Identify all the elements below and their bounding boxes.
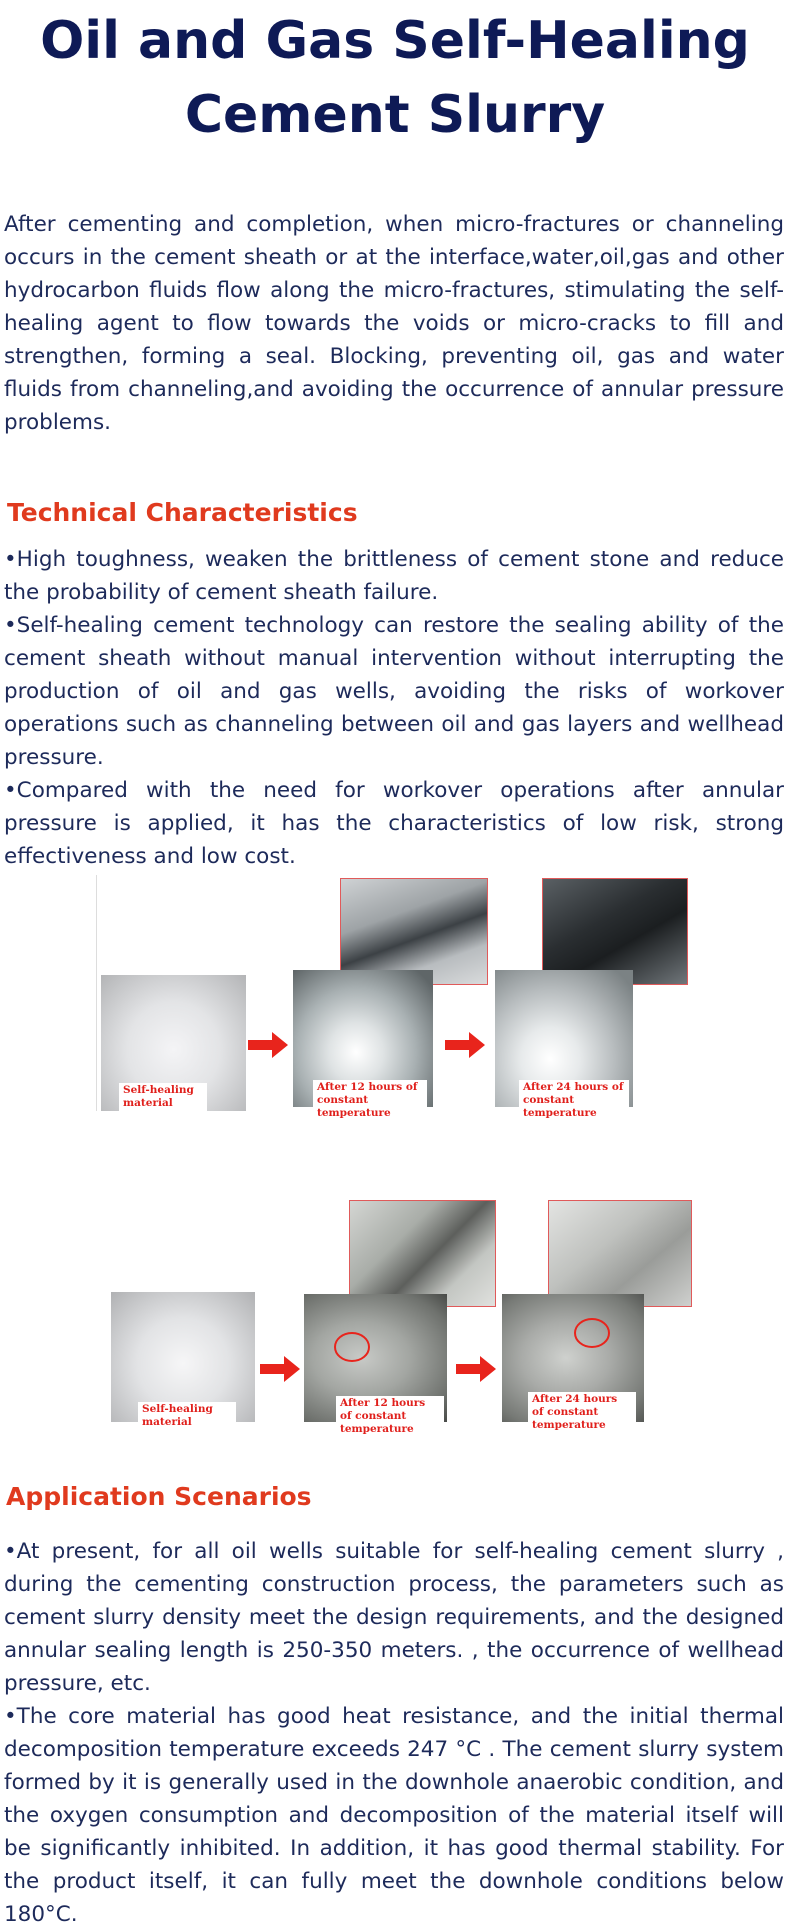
- label-after-24-hours: After 24 hours of constant temperature: [528, 1392, 636, 1433]
- figure-self-healing-process-2: [110, 1200, 690, 1435]
- closeup-12h-photo: [349, 1200, 496, 1307]
- technical-bullets: [4, 543, 784, 873]
- technical-bullet: •Compared with the need for workover operations after annular pressure is applied, it has the characteristics of low risk, strong effectiveness and low cost.: [4, 778, 784, 869]
- title-line-1: Oil and Gas Self-Healing: [40, 11, 750, 71]
- figure-self-healing-process-1: [96, 875, 691, 1119]
- technical-bullet: •Self-healing cement technology can restore the sealing ability of the cement sheath without manual intervention without interrupting the production of oil and gas wells, avoiding the risks of workover operations such as channeling between oil and gas layers and wellhead pressure.: [4, 613, 784, 770]
- highlight-circle-icon: [332, 1330, 372, 1364]
- title-line-2: Cement Slurry: [184, 85, 606, 145]
- application-heading: Application Scenarios: [6, 1482, 312, 1511]
- label-after-24-hours: After 24 hours of constant temperature: [519, 1080, 629, 1121]
- technical-bullet: •High toughness, weaken the brittleness of cement stone and reduce the probability of cement sheath failure.: [4, 547, 784, 605]
- arrow-right-icon: [248, 1032, 288, 1058]
- closeup-24h-photo: [548, 1200, 692, 1307]
- arrow-right-icon: [445, 1032, 485, 1058]
- arrow-right-icon: [260, 1356, 300, 1382]
- arrow-right-icon: [456, 1356, 496, 1382]
- highlight-circle-icon: [572, 1316, 612, 1350]
- intro-paragraph: After cementing and completion, when micro-fractures or channeling occurs in the cement sheath or at the interface,water,oil,gas and other hydrocarbon fluids flow along the micro-fractures, stimulating the self-healing agent to flow towards the voids or micro-cracks to fill and strengthen, forming a seal. Blocking, preventing oil, gas and water fluids from channeling,and avoiding the occurrence of annular pressure problems.: [4, 212, 784, 435]
- label-self-healing-material: Self-healing material: [119, 1083, 207, 1111]
- application-bullets: [4, 1535, 784, 1931]
- page-title: [0, 4, 790, 152]
- application-bullet: •At present, for all oil wells suitable for self-healing cement slurry , during the cementing construction process, the parameters such as cement slurry density meet the design requirements, and the designed annular sealing length is 250-350 meters. , the occurrence of wellhead pressure, etc.: [4, 1539, 784, 1696]
- closeup-24h-photo: [542, 878, 688, 985]
- closeup-12h-photo: [340, 878, 488, 985]
- label-after-12-hours: After 12 hours of constant temperature: [313, 1080, 427, 1121]
- label-self-healing-material: Self-healing material: [138, 1402, 236, 1430]
- label-after-12-hours: After 12 hours of constant temperature: [336, 1396, 444, 1437]
- application-bullet: •The core material has good heat resistance, and the initial thermal decomposition temperature exceeds 247 °C . The cement slurry system formed by it is generally used in the downhole anaerobic condition, and the oxygen consumption and decomposition of the material itself will be significantly inhibited. In addition, it has good thermal stability. For the product itself, it can fully meet the downhole conditions below 180°C.: [4, 1704, 784, 1927]
- technical-heading: Technical Characteristics: [7, 498, 358, 527]
